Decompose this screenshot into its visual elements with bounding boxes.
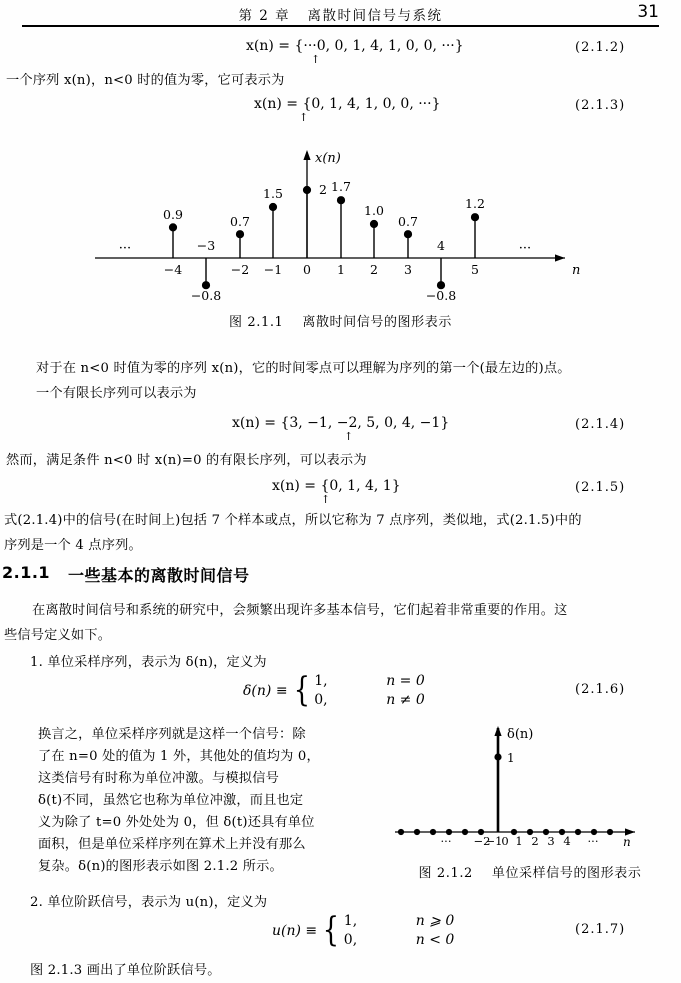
- equation-2-1-5-number: (2.1.5): [575, 480, 626, 495]
- right-ellipsis: ···: [587, 834, 599, 848]
- figure-2-1-2-caption: 图 2.1.2 单位采样信号的图形表示: [418, 866, 642, 881]
- tick-labels: [441, 834, 599, 848]
- figure-2-1-1-svg: [95, 140, 595, 310]
- case-row: [314, 691, 425, 710]
- x-axis-label: n: [572, 263, 581, 278]
- equation-2-1-2-arrow: ↑: [311, 53, 321, 66]
- case-condition: n ≠ 0: [386, 692, 425, 708]
- x-axis-label: n: [623, 835, 631, 849]
- value-label: −0.8: [190, 288, 222, 303]
- list-item-1: 1. 单位采样序列，表示为 δ(n)，定义为: [30, 655, 267, 670]
- case-value: 1,: [343, 913, 358, 929]
- equation-2-1-7-lhs: u(n) ≡: [272, 923, 318, 939]
- intro-paragraph-line-2: 些信号定义如下。: [4, 628, 112, 643]
- equation-2-1-5: x(n) = {0, 1, 4, 1}: [272, 478, 401, 494]
- value-label: 1.5: [263, 186, 283, 201]
- paragraph-after-figure-1-line-1: 对于在 n<0 时值为零的序列 x(n)，它的时间零点可以理解为序列的第一个(最左边的)点。: [36, 361, 571, 376]
- figure-2-1-1: [95, 140, 595, 310]
- equation-2-1-3-arrow: ↑: [299, 111, 309, 124]
- figure-2-1-2-svg: [395, 716, 665, 849]
- case-value: 1,: [314, 673, 328, 689]
- equation-2-1-7-cases: [344, 912, 455, 950]
- left-column-line: 换言之，单位采样序列就是这样一个信号：除: [38, 727, 306, 742]
- tick-label: 3: [404, 262, 412, 277]
- left-column-line: 面积，但是单位采样序列在算术上并没有那么: [38, 837, 306, 852]
- value-label: 0.7: [230, 214, 250, 229]
- intro-paragraph-line-1: 在离散时间信号和系统的研究中，会频繁出现许多基本信号，它们起着非常重要的作用。这: [32, 603, 568, 618]
- left-ellipsis: ···: [440, 834, 452, 848]
- tick-label: −3: [196, 238, 216, 253]
- paragraph-after-eq-2-1-5-line-2: 序列是一个 4 点序列。: [4, 538, 142, 553]
- case-value: 0,: [343, 932, 358, 948]
- case-row: [344, 912, 455, 931]
- chapter-title: 第 2 章 离散时间信号与系统: [238, 8, 443, 24]
- paragraph-after-eq-2-1-4: 然而，满足条件 n<0 时 x(n)=0 的有限长序列，可以表示为: [6, 453, 367, 468]
- impulse-value-label: 1: [507, 751, 515, 765]
- tick-label: 4: [563, 834, 571, 848]
- paragraph-after-eq-2-1-2: 一个序列 x(n)，n<0 时的值为零，它可表示为: [6, 73, 285, 88]
- tick-label: 2: [531, 834, 539, 848]
- figure-2-1-1-caption: 图 2.1.1 离散时间信号的图形表示: [229, 315, 452, 330]
- case-condition: n = 0: [386, 673, 425, 689]
- section-number: 2.1.1: [2, 563, 51, 582]
- equation-2-1-3-number: (2.1.3): [575, 98, 626, 113]
- equation-2-1-5-arrow: ↑: [321, 493, 331, 506]
- tick-label: 1: [515, 834, 523, 848]
- figure-2-1-2: [395, 716, 665, 849]
- tick-label: 3: [547, 834, 555, 848]
- case-row: [344, 931, 455, 950]
- x-axis: [95, 254, 565, 261]
- tick-label: 0: [303, 262, 311, 277]
- tick-label: 0: [501, 834, 509, 848]
- equation-2-1-6: [243, 672, 425, 710]
- value-label: 0.7: [398, 214, 418, 229]
- left-brace-icon: {: [322, 910, 340, 951]
- header-rule: [22, 25, 659, 27]
- value-label: 1.2: [465, 196, 485, 211]
- tick-label: 1: [337, 262, 345, 277]
- tick-label: −2: [230, 262, 250, 277]
- y-axis-label: x(n): [315, 151, 341, 166]
- case-value: 0,: [314, 692, 328, 708]
- page-number: 31: [637, 2, 659, 22]
- tick-label: −1: [485, 834, 503, 848]
- equation-2-1-6-number: (2.1.6): [575, 682, 626, 697]
- left-column-line: 了在 n=0 处的值为 1 外，其他处的值均为 0，: [38, 749, 320, 764]
- tick-label: −1: [263, 262, 283, 277]
- case-row: [314, 672, 425, 691]
- impulse-point: [494, 753, 501, 760]
- left-column-line: 这类信号有时称为单位冲激。与模拟信号: [38, 771, 279, 786]
- equation-2-1-4-number: (2.1.4): [575, 417, 626, 432]
- equation-2-1-2-number: (2.1.2): [575, 40, 626, 55]
- equation-2-1-7-number: (2.1.7): [575, 922, 626, 937]
- equation-2-1-3: x(n) = {0, 1, 4, 1, 0, 0, ···}: [254, 96, 441, 112]
- y-axis: [494, 726, 501, 832]
- value-label: 0.9: [163, 207, 183, 222]
- section-title: 一些基本的离散时间信号: [68, 566, 250, 585]
- tick-label: −4: [163, 262, 183, 277]
- stem-series: [170, 187, 479, 289]
- value-label: −0.8: [425, 288, 457, 303]
- value-label: 1.7: [331, 179, 351, 194]
- equation-2-1-6-cases: [314, 672, 425, 710]
- tick-label: 5: [471, 262, 479, 277]
- value-label: 2: [319, 182, 327, 197]
- left-column-line: δ(t)不同，虽然它也称为单位冲激，而且也定: [38, 793, 304, 808]
- list-item-2: 2. 单位阶跃信号，表示为 u(n)，定义为: [30, 895, 268, 910]
- paragraph-after-eq-2-1-5-line-1: 式(2.1.4)中的信号(在时间上)包括 7 个样本或点，所以它称为 7 点序列，类似地，式(2.1.5)中的: [4, 513, 582, 528]
- tick-label: 4: [437, 238, 445, 253]
- left-column-line: 复杂。δ(n)的图形表示如图 2.1.2 所示。: [38, 859, 283, 874]
- left-ellipsis: ···: [118, 241, 132, 256]
- value-label: 1.0: [364, 203, 384, 218]
- equation-2-1-4-arrow: ↑: [344, 430, 354, 443]
- equation-2-1-2: x(n) = {···0, 0, 1, 4, 1, 0, 0, ···}: [246, 38, 464, 54]
- tick-label: −2: [473, 834, 491, 848]
- paragraph-after-figure-1-line-2: 一个有限长序列可以表示为: [36, 386, 197, 401]
- closing-line: 图 2.1.3 画出了单位阶跃信号。: [30, 963, 221, 978]
- equation-2-1-4: x(n) = {3, −1, −2, 5, 0, 4, −1}: [232, 415, 450, 431]
- y-axis-label: δ(n): [507, 727, 534, 742]
- case-condition: n ⩾ 0: [415, 913, 455, 929]
- equation-2-1-7: [272, 912, 454, 950]
- tick-label: 2: [370, 262, 378, 277]
- equation-2-1-6-lhs: δ(n) ≡: [243, 683, 288, 699]
- right-ellipsis: ···: [518, 241, 532, 256]
- left-column-line: 义为除了 t=0 外处处为 0，但 δ(t)还具有单位: [38, 815, 315, 830]
- left-brace-icon: {: [293, 670, 310, 711]
- case-condition: n < 0: [415, 932, 455, 948]
